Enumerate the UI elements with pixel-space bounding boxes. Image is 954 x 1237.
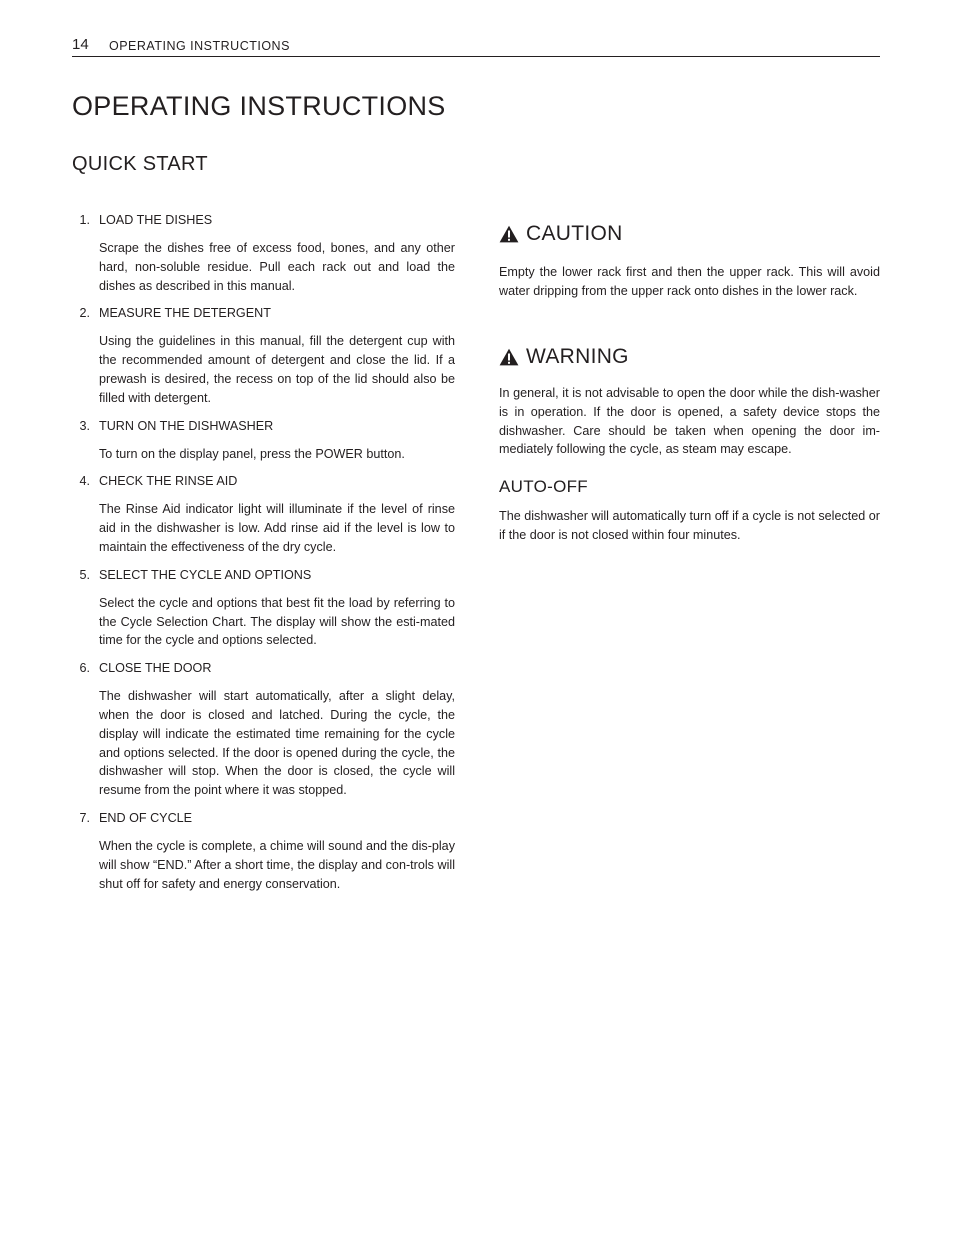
step-5	[72, 566, 455, 650]
step-body: When the cycle is complete, a chime will sound and the dis-play will show “END.” After a short time, the display and con-trols will shut off for safety and energy conservation.	[99, 838, 455, 891]
step-body: The dishwasher will start automatically, after a slight delay, when the door is closed and latched. During the cycle, the display will indicate the estimated time remaining for the cycle and options selected. If the door is opened during the cycle, the dishwasher will stop. When the door is closed, the cycle will resume from the point where it was stopped.	[99, 689, 455, 798]
step-header	[72, 472, 455, 491]
step-4	[72, 472, 455, 556]
step-6	[72, 659, 455, 800]
caution-text: Empty the lower rack first and then the upper rack. This will avoid water dripping from the upper rack onto dishes in the lower rack.	[499, 265, 880, 298]
warning-heading	[499, 343, 629, 371]
step-title: END OF CYCLE	[99, 810, 193, 825]
step-1	[72, 211, 455, 295]
warning-triangle-icon	[499, 348, 519, 366]
caution-heading	[499, 220, 623, 248]
page-header	[72, 36, 880, 57]
running-head: OPERATING INSTRUCTIONS	[109, 39, 290, 53]
step-title: CHECK THE RINSE AID	[99, 474, 238, 489]
step-title: MEASURE THE DETERGENT	[99, 306, 271, 321]
step-number: 6.	[79, 661, 90, 676]
step-title: CLOSE THE DOOR	[99, 661, 212, 676]
warning-label: WARNING	[526, 345, 629, 368]
warning-text: In general, it is not advisable to open the door while the dish-washer is in operation. If the door is opened, a safety device stops the dishwasher. Care should be taken when opening the door im-mediately following the cycle, as steam may escape.	[499, 386, 880, 457]
step-number: 4.	[79, 474, 90, 489]
warning-triangle-icon	[499, 225, 519, 243]
quick-start-heading: QUICK START	[72, 153, 208, 175]
step-title: SELECT THE CYCLE AND OPTIONS	[99, 567, 312, 582]
step-7	[72, 809, 455, 893]
step-3	[72, 417, 455, 464]
page-number: 14	[72, 36, 89, 53]
step-body: Select the cycle and options that best fit the load by referring to the Cycle Selection Chart. The display will show the esti-mated time for the cycle and options selected.	[99, 595, 455, 648]
step-number: 5.	[79, 567, 90, 582]
auto-off-text: The dishwasher will automatically turn off if a cycle is not selected or if the door is not closed within four minutes.	[499, 509, 880, 542]
step-body: Using the guidelines in this manual, fill the detergent cup with the recommended amount of detergent and close the lid. If a prewash is desired, the recess on top of the lid should also be filled with detergent.	[99, 334, 455, 405]
step-title: TURN ON THE DISHWASHER	[99, 418, 274, 433]
step-header	[72, 211, 455, 230]
step-body: To turn on the display panel, press the POWER button.	[99, 446, 405, 461]
step-header	[72, 304, 455, 323]
step-header	[72, 417, 455, 436]
step-header	[72, 566, 455, 585]
step-2	[72, 304, 455, 407]
step-body: The Rinse Aid indicator light will illuminate if the level of rinse aid in the dishwasher is low. Add rinse aid if the level is low to maintain the effectiveness of the dry cycle.	[99, 502, 455, 554]
page-title: OPERATING INSTRUCTIONS	[72, 91, 446, 121]
step-number: 2.	[79, 306, 90, 321]
step-number: 1.	[79, 213, 90, 227]
step-header	[72, 659, 455, 678]
auto-off-heading: AUTO-OFF	[499, 477, 588, 496]
step-title: LOAD THE DISHES	[99, 213, 213, 227]
step-number: 3.	[79, 418, 90, 433]
step-number: 7.	[79, 810, 90, 825]
step-body: Scrape the dishes free of excess food, bones, and any other hard, non-soluble residue. Pull each rack out and load the dishes as described in this manual.	[99, 241, 455, 293]
caution-label: CAUTION	[526, 222, 623, 245]
quick-start-steps	[72, 211, 455, 902]
step-header	[72, 809, 455, 828]
